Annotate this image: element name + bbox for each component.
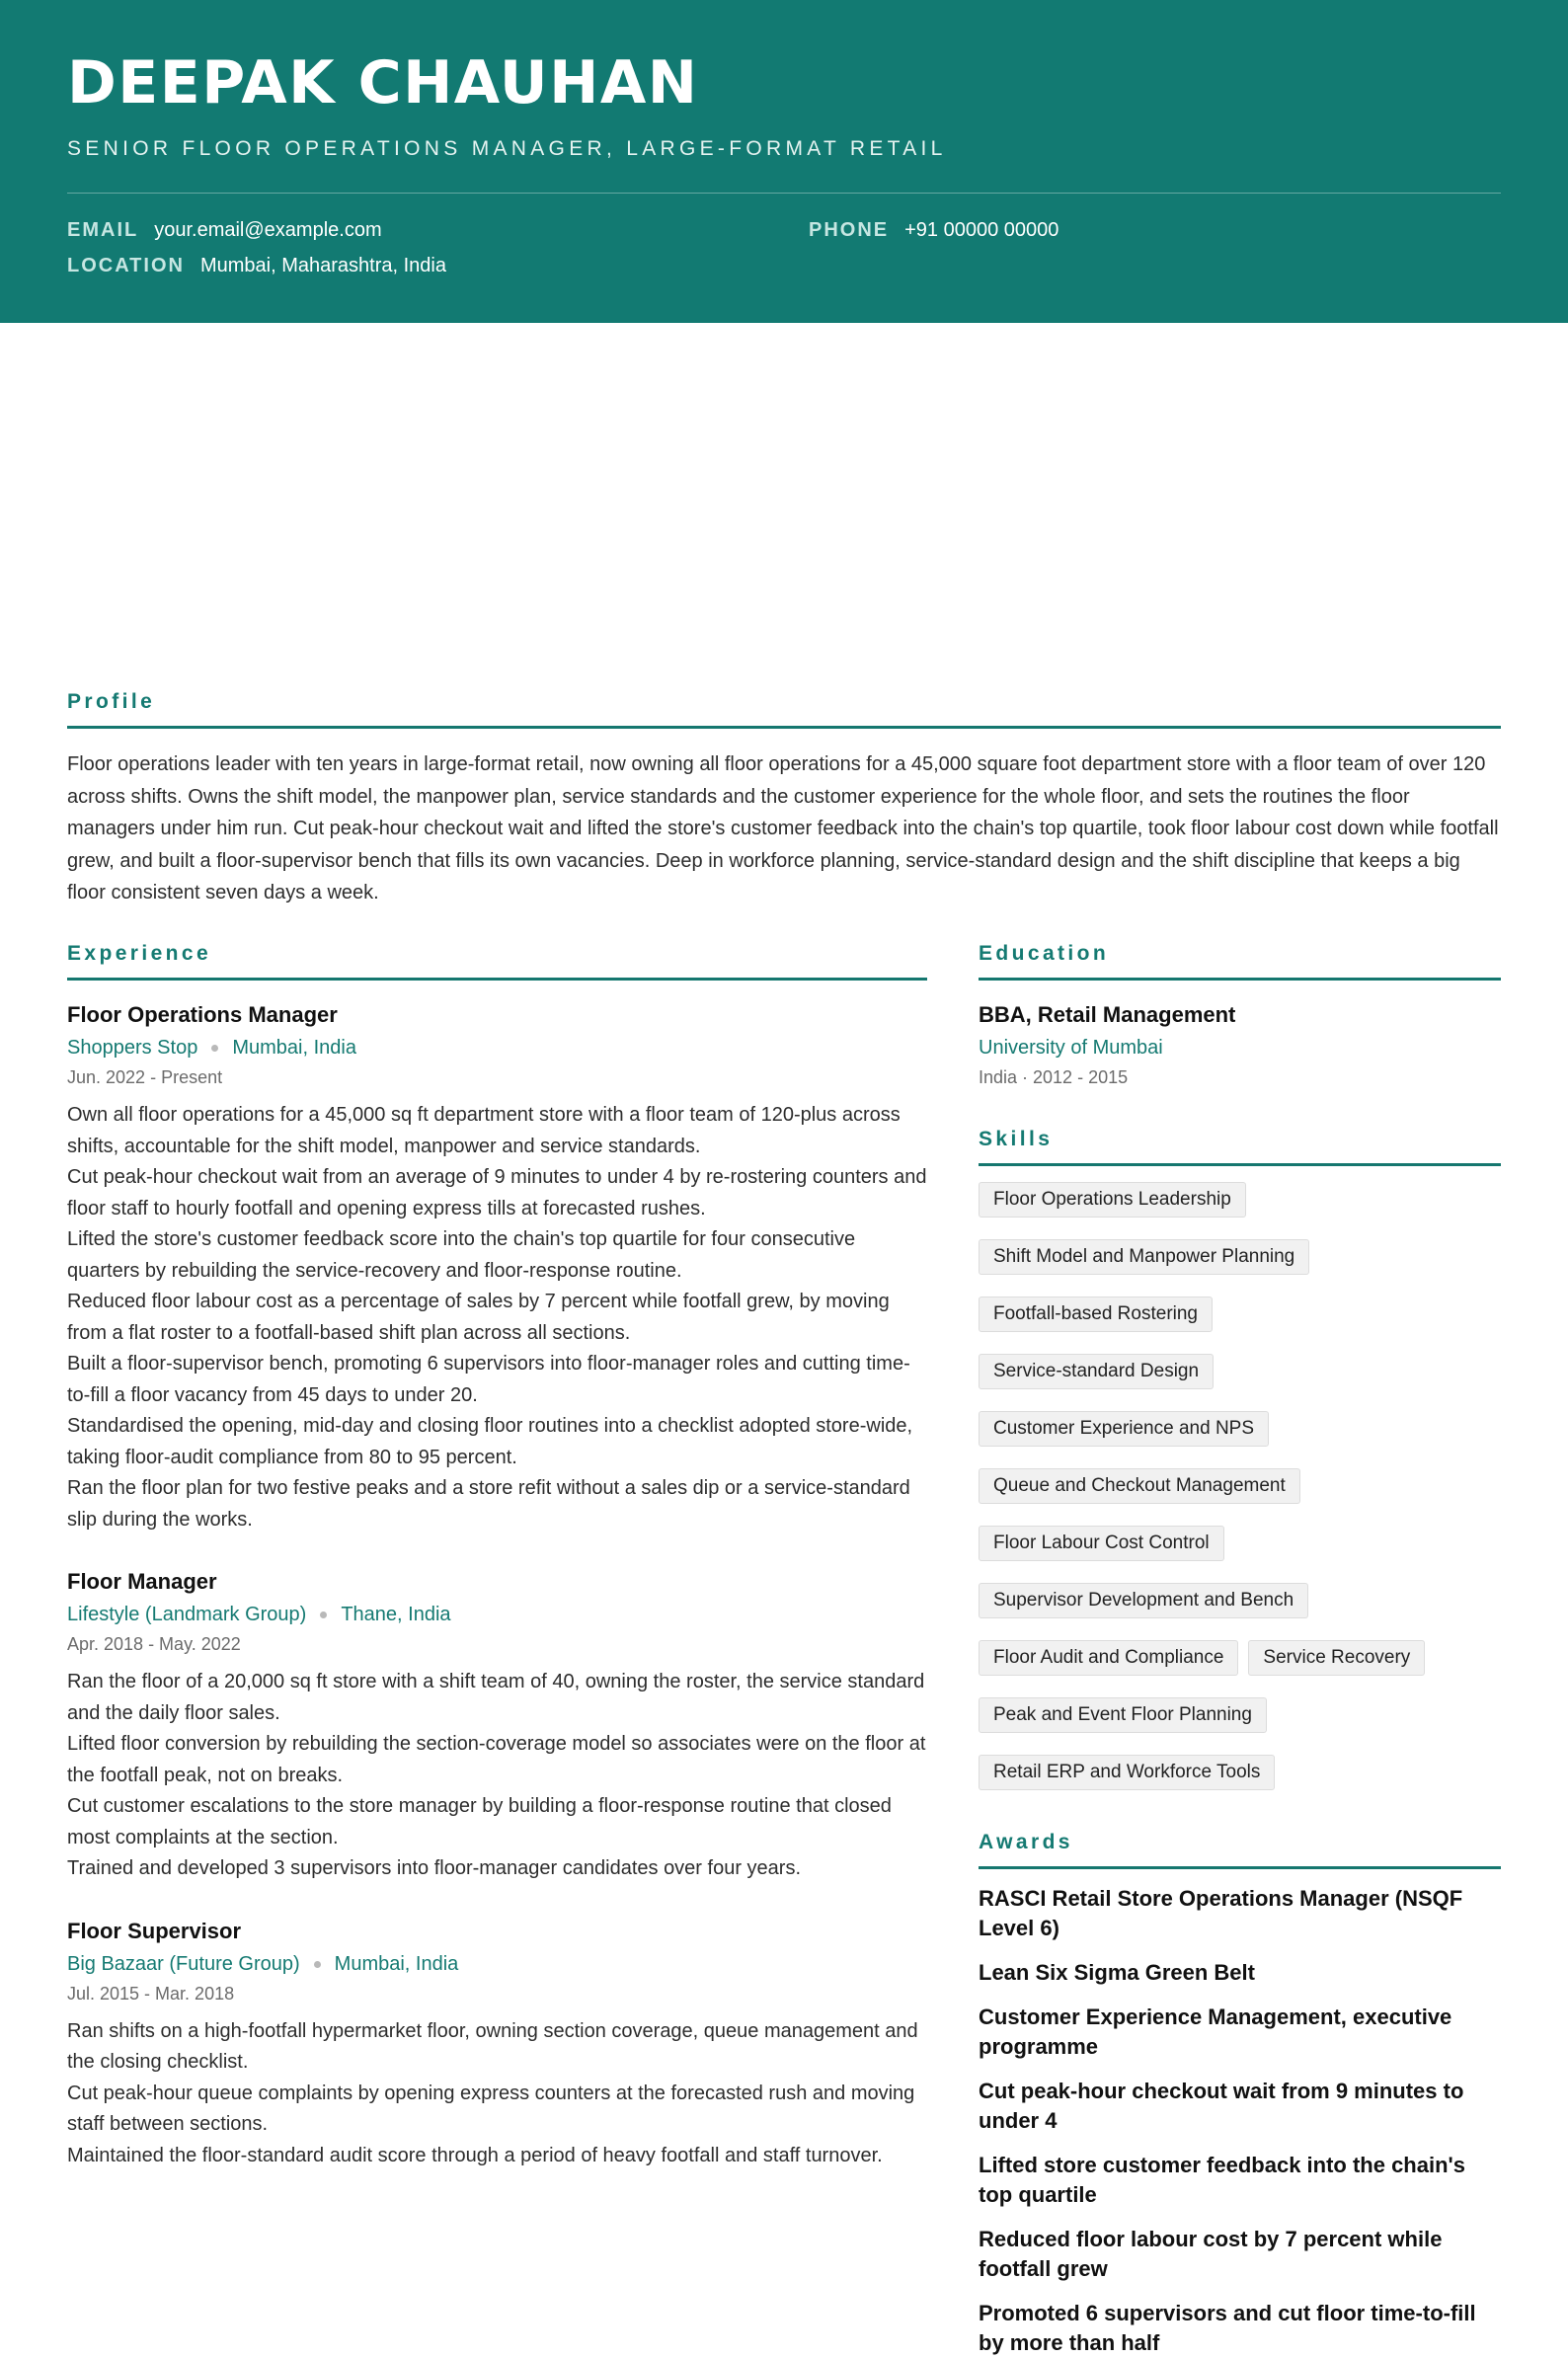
job-dates: Apr. 2018 - May. 2022 bbox=[67, 1634, 241, 1654]
job-entry bbox=[67, 1569, 927, 1885]
job-bullet: Cut customer escalations to the store manager by building a floor-response routine that closed most complaints at the section. bbox=[67, 1795, 892, 1848]
job-title: Floor Manager bbox=[67, 1569, 217, 1594]
job-bullet: Ran the floor of a 20,000 sq ft store with a shift team of 40, owning the roster, the service standard and the daily floor sales. bbox=[67, 1671, 925, 1724]
job-company: Big Bazaar (Future Group) bbox=[67, 1952, 300, 1975]
job-bullets bbox=[67, 2016, 927, 2172]
job-meta bbox=[67, 1603, 927, 1626]
skill-tag: Queue and Checkout Management bbox=[979, 1468, 1300, 1504]
award-item: Customer Experience Management, executive programme bbox=[979, 2004, 1452, 2059]
job-entry bbox=[67, 1002, 927, 1535]
award-item: Promoted 6 supervisors and cut floor time-to-fill by more than half bbox=[979, 2301, 1476, 2355]
skill-tag: Shift Model and Manpower Planning bbox=[979, 1239, 1309, 1275]
edu-degree: BBA, Retail Management bbox=[979, 1002, 1236, 1027]
job-dates: Jun. 2022 - Present bbox=[67, 1067, 223, 1087]
skills-heading: Skills bbox=[979, 1128, 1501, 1166]
award-item: Cut peak-hour checkout wait from 9 minutes to under 4 bbox=[979, 2079, 1464, 2133]
experience-section bbox=[67, 942, 927, 2171]
skill-tag: Service Recovery bbox=[1248, 1640, 1425, 1676]
job-bullet: Built a floor-supervisor bench, promoting 6 supervisors into floor-manager roles and cutting time-to-fill a floor vacancy from 45 days to under 20. bbox=[67, 1353, 910, 1406]
location-value: Mumbai, Maharashtra, India bbox=[199, 255, 446, 276]
job-bullet: Standardised the opening, mid-day and closing floor routines into a checklist adopted store-wide, taking floor-audit compliance from 80 to 95 percent. bbox=[67, 1415, 913, 1468]
candidate-title: SENIOR FLOOR OPERATIONS MANAGER, LARGE-FORMAT RETAIL bbox=[67, 137, 947, 160]
header-divider bbox=[67, 193, 1501, 194]
contact-location bbox=[67, 254, 446, 277]
job-bullet: Lifted floor conversion by rebuilding the section-coverage model so associates were on the floor at the footfall peak, not on breaks. bbox=[67, 1733, 926, 1786]
profile-section bbox=[67, 690, 1501, 909]
job-title: Floor Supervisor bbox=[67, 1918, 242, 1943]
job-bullet: Ran shifts on a high-footfall hypermarket floor, owning section coverage, queue management and the closing checklist. bbox=[67, 2019, 918, 2073]
location-label: LOCATION bbox=[67, 255, 185, 276]
skills-list bbox=[979, 1182, 1501, 1790]
job-bullets bbox=[67, 1667, 927, 1885]
skill-tag: Customer Experience and NPS bbox=[979, 1411, 1269, 1447]
job-bullet: Lifted the store's customer feedback score into the chain's top quartile for four consecutive quarters by rebuilding the service-recovery and floor-response routine. bbox=[67, 1228, 856, 1282]
award-item: Lifted store customer feedback into the chain's top quartile bbox=[979, 2153, 1466, 2207]
job-bullet: Cut peak-hour checkout wait from an average of 9 minutes to under 4 by re-rostering counters and floor staff to hourly footfall and opening express tills at forecasted rushes. bbox=[67, 1166, 927, 1219]
profile-heading: Profile bbox=[67, 690, 1501, 729]
job-location: Mumbai, India bbox=[232, 1037, 356, 1059]
job-meta bbox=[67, 1036, 927, 1060]
phone-value[interactable]: +91 00000 00000 bbox=[904, 219, 1059, 241]
separator-dot-icon bbox=[314, 1961, 321, 1968]
edu-meta: India · 2012 - 2015 bbox=[979, 1067, 1129, 1087]
award-item: RASCI Retail Store Operations Manager (NSQF Level 6) bbox=[979, 1886, 1463, 1940]
awards-list bbox=[979, 1884, 1501, 2358]
contact-info bbox=[67, 218, 1501, 297]
skill-tag: Floor Audit and Compliance bbox=[979, 1640, 1238, 1676]
skill-tag: Supervisor Development and Bench bbox=[979, 1583, 1308, 1618]
job-meta bbox=[67, 1952, 927, 1976]
skill-tag: Floor Labour Cost Control bbox=[979, 1526, 1224, 1561]
email-label: EMAIL bbox=[67, 219, 139, 241]
candidate-name: DEEPAK CHAUHAN bbox=[67, 48, 699, 118]
job-location: Mumbai, India bbox=[334, 1952, 459, 1975]
separator-dot-icon bbox=[320, 1611, 327, 1618]
phone-label: PHONE bbox=[809, 219, 890, 241]
contact-email bbox=[67, 218, 382, 242]
education-entry bbox=[979, 1002, 1501, 1088]
job-bullet: Own all floor operations for a 45,000 sq ft department store with a floor team of 120-plus across shifts, accountable for the shift model, manpower and service standards. bbox=[67, 1104, 901, 1157]
edu-school: University of Mumbai bbox=[979, 1037, 1163, 1059]
awards-heading: Awards bbox=[979, 1831, 1501, 1869]
job-company: Lifestyle (Landmark Group) bbox=[67, 1604, 307, 1625]
job-bullet: Cut peak-hour queue complaints by opening express counters at the forecasted rush and moving staff between sections. bbox=[67, 2082, 915, 2135]
skill-tag: Peak and Event Floor Planning bbox=[979, 1697, 1267, 1733]
job-company: Shoppers Stop bbox=[67, 1037, 198, 1059]
skill-tag: Footfall-based Rostering bbox=[979, 1297, 1213, 1332]
job-bullet: Reduced floor labour cost as a percentage of sales by 7 percent while footfall grew, by moving from a flat roster to a footfall-based shift plan across all sections. bbox=[67, 1291, 890, 1344]
job-title: Floor Operations Manager bbox=[67, 1002, 338, 1027]
job-entry bbox=[67, 1919, 927, 2172]
sidebar-column bbox=[979, 942, 1501, 2358]
job-bullets bbox=[67, 1100, 927, 1535]
award-item: Lean Six Sigma Green Belt bbox=[979, 1960, 1255, 1985]
award-item: Reduced floor labour cost by 7 percent while footfall grew bbox=[979, 2227, 1443, 2281]
email-value[interactable]: your.email@example.com bbox=[154, 219, 382, 241]
contact-phone bbox=[809, 218, 1058, 242]
profile-text: Floor operations leader with ten years in large-format retail, now owning all floor operations for a 45,000 square foot department store with a floor team of over 120 across shifts. Owns the shift model, the manpower plan, service standards and the customer experience for the whole floor, and sets the routines the floor managers under him run. Cut peak-hour checkout wait and lifted the store's customer feedback into the chain's top quartile, took floor labour cost down while footfall grew, and built a floor-supervisor bench that fills its own vacancies. Deep in workforce planning, service-standard design and the shift discipline that keeps a big floor consistent seven days a week. bbox=[67, 753, 1499, 904]
education-heading: Education bbox=[979, 942, 1501, 981]
job-bullet: Trained and developed 3 supervisors into floor-manager candidates over four years. bbox=[67, 1857, 802, 1879]
skill-tag: Service-standard Design bbox=[979, 1354, 1214, 1389]
skill-tag: Retail ERP and Workforce Tools bbox=[979, 1755, 1275, 1790]
separator-dot-icon bbox=[211, 1045, 218, 1052]
skill-tag: Floor Operations Leadership bbox=[979, 1182, 1246, 1218]
resume-header bbox=[0, 0, 1568, 323]
job-location: Thane, India bbox=[341, 1604, 451, 1625]
job-dates: Jul. 2015 - Mar. 2018 bbox=[67, 1983, 235, 2004]
job-bullet: Ran the floor plan for two festive peaks and a store refit without a sales dip or a service-standard slip during the works. bbox=[67, 1477, 910, 1531]
job-bullet: Maintained the floor-standard audit score through a period of heavy footfall and staff turnover. bbox=[67, 2144, 883, 2166]
experience-heading: Experience bbox=[67, 942, 927, 981]
